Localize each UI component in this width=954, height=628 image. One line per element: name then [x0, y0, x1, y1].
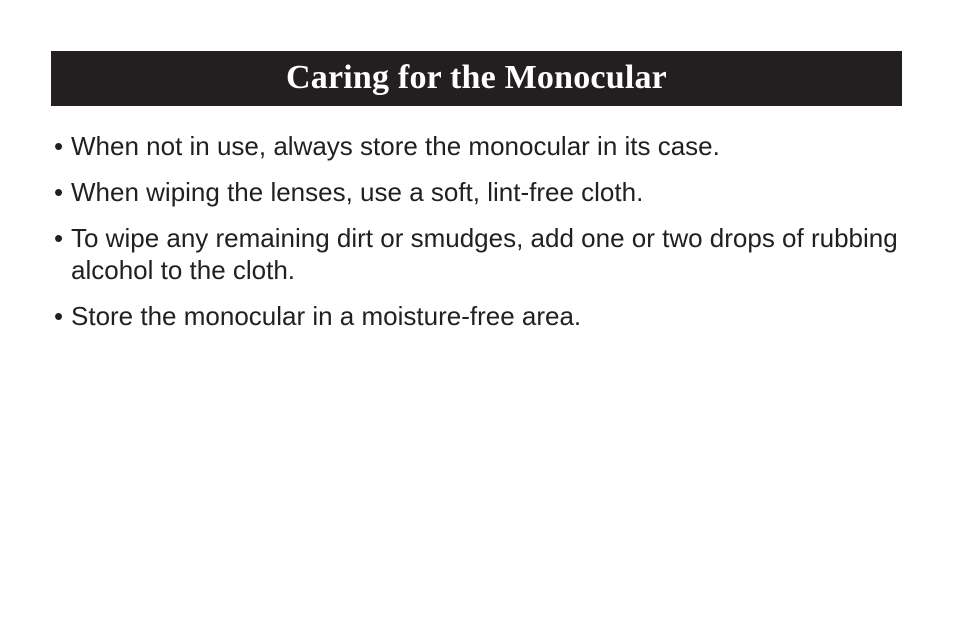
section-title: Caring for the Monocular [286, 58, 667, 96]
care-instructions-list [54, 130, 904, 346]
list-item-text: To wipe any remaining dirt or smudges, add one or two drops of rubbing alcohol to the cloth. [71, 223, 898, 285]
list-item-text: When wiping the lenses, use a soft, lint-free cloth. [71, 177, 644, 207]
bullet-icon: • [54, 223, 64, 253]
list-item [54, 130, 904, 162]
list-item [54, 176, 904, 208]
list-item [54, 222, 904, 286]
list-item [54, 300, 904, 332]
list-item-text: Store the monocular in a moisture-free area. [71, 301, 582, 331]
section-header-bar [51, 51, 902, 106]
bullet-icon: • [54, 301, 64, 331]
bullet-icon: • [54, 131, 64, 161]
list-item-text: When not in use, always store the monocular in its case. [71, 131, 720, 161]
bullet-icon: • [54, 177, 64, 207]
